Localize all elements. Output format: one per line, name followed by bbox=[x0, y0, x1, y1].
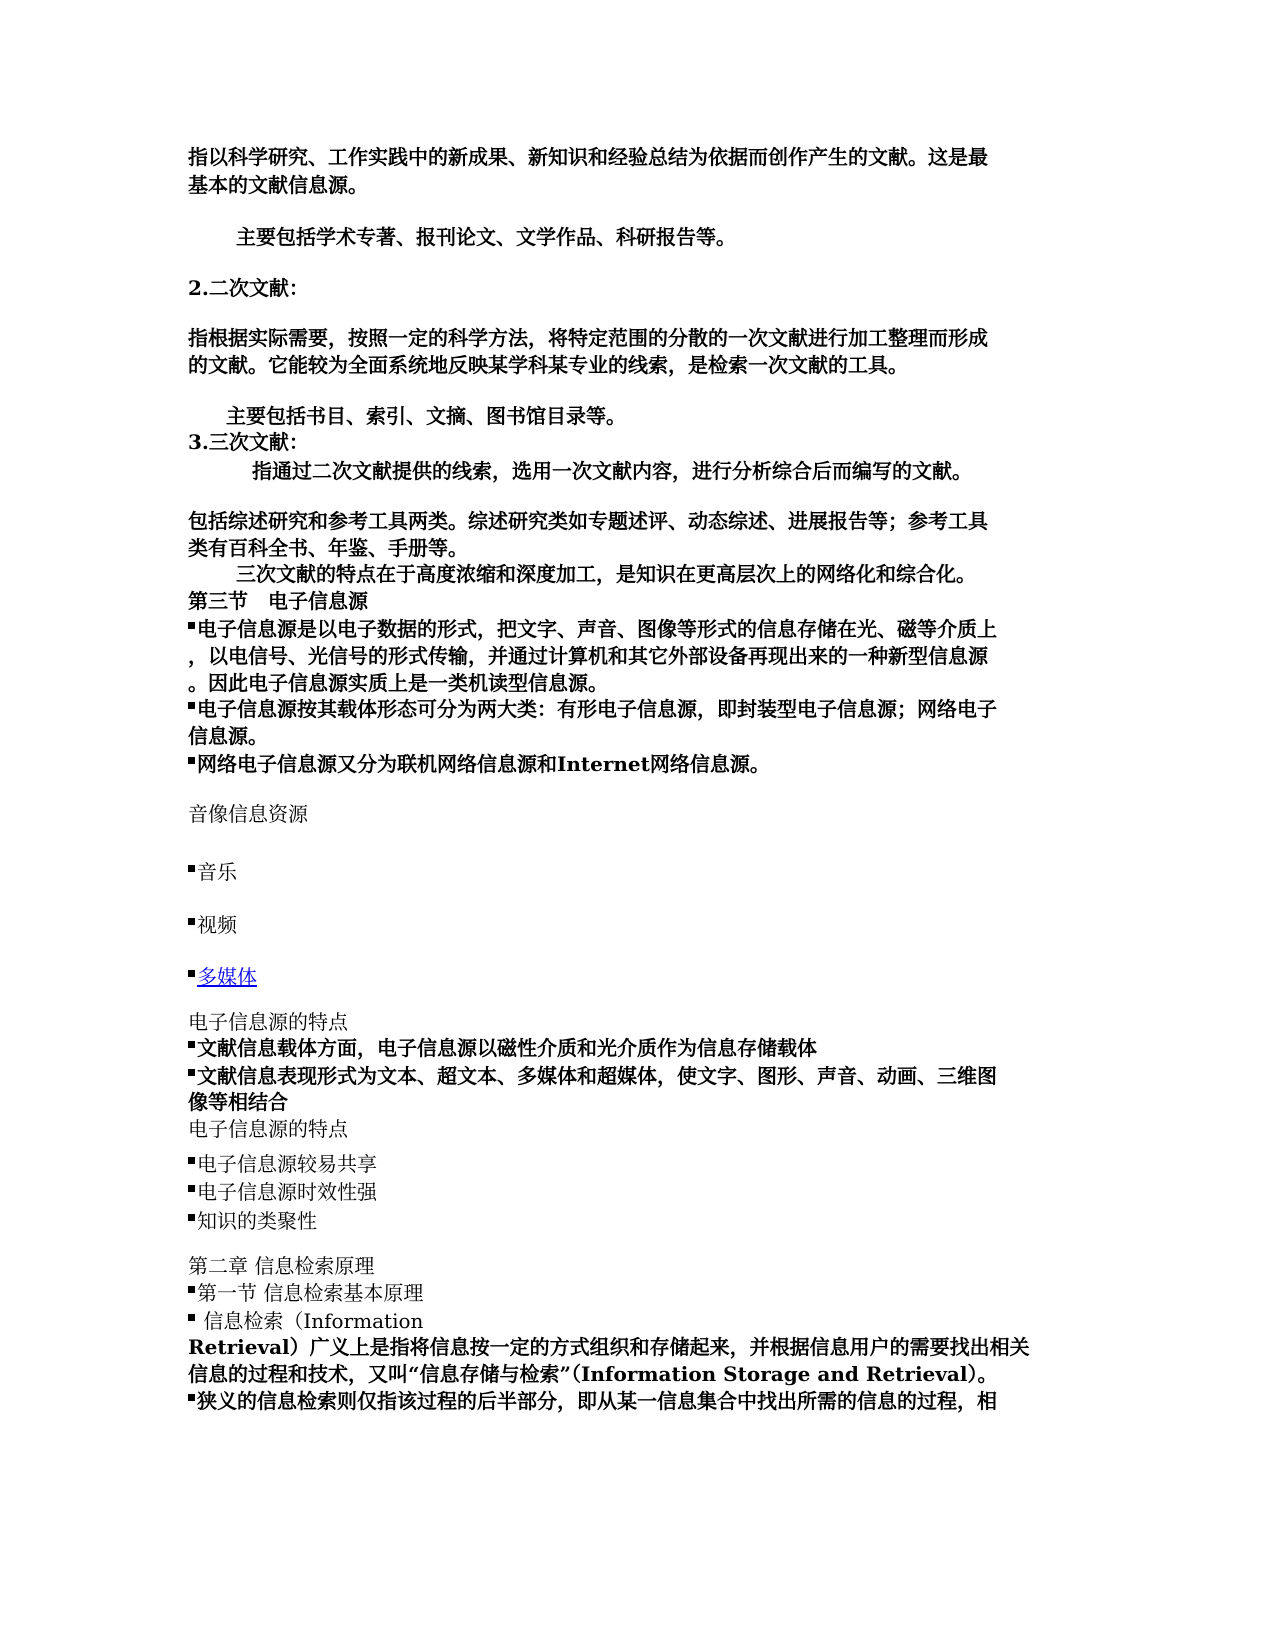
square-bullet-icon bbox=[188, 1041, 195, 1048]
square-bullet-icon bbox=[188, 1157, 195, 1164]
paragraph-line: 类有百科全书、年鉴、手册等。 bbox=[188, 536, 468, 560]
paragraph-line: 指通过二次文献提供的线索，选用一次文献内容，进行分析综合后而编写的文献。 bbox=[252, 459, 972, 483]
paragraph-line: 三次文献的特点在于高度浓缩和深度加工，是知识在更高层次上的网络化和综合化。 bbox=[236, 562, 976, 586]
bullet-text: 电子信息源较易共享 bbox=[197, 1152, 377, 1176]
square-bullet-icon bbox=[188, 1185, 195, 1192]
bullet-line bbox=[188, 964, 257, 990]
paragraph-line: 主要包括书目、索引、文摘、图书馆目录等。 bbox=[226, 404, 626, 428]
square-bullet-icon bbox=[188, 865, 195, 872]
square-bullet-icon bbox=[188, 1394, 195, 1401]
bullet-line bbox=[188, 696, 997, 722]
paragraph-line: 信息的过程和技术，又叫“信息存储与检索”（Information Storage and Retrieval）。 bbox=[188, 1362, 998, 1386]
square-bullet-icon bbox=[188, 1286, 195, 1293]
square-bullet-icon bbox=[188, 1214, 195, 1221]
bullet-line bbox=[188, 859, 237, 885]
bullet-line bbox=[188, 1388, 997, 1414]
paragraph-line: 主要包括学术专著、报刊论文、文学作品、科研报告等。 bbox=[236, 225, 736, 249]
bullet-line bbox=[188, 1208, 317, 1234]
bullet-line bbox=[188, 912, 237, 938]
bullet-text: 文献信息载体方面，电子信息源以磁性介质和光介质作为信息存储载体 bbox=[197, 1036, 817, 1060]
square-bullet-icon bbox=[188, 918, 195, 925]
bullet-text: 第一节 信息检索基本原理 bbox=[197, 1281, 424, 1305]
section-heading: 电子信息源的特点 bbox=[188, 1117, 348, 1141]
bullet-line bbox=[188, 1280, 423, 1306]
square-bullet-icon bbox=[188, 702, 195, 709]
square-bullet-icon bbox=[188, 1314, 195, 1321]
paragraph-line: 包括综述研究和参考工具两类。综述研究类如专题述评、动态综述、进展报告等；参考工具 bbox=[188, 509, 988, 533]
bullet-line bbox=[188, 1308, 423, 1334]
bullet-text: 知识的类聚性 bbox=[197, 1209, 317, 1233]
bullet-text: 电子信息源时效性强 bbox=[197, 1180, 377, 1204]
paragraph-line: 的文献。它能较为全面系统地反映某学科某专业的线索，是检索一次文献的工具。 bbox=[188, 353, 908, 377]
square-bullet-icon bbox=[188, 970, 195, 977]
paragraph-line: ，以电信号、光信号的形式传输，并通过计算机和其它外部设备再现出来的一种新型信息源 bbox=[188, 644, 988, 668]
paragraph-line: 。因此电子信息源实质上是一类机读型信息源。 bbox=[188, 671, 608, 695]
bullet-text: 狭义的信息检索则仅指该过程的后半部分，即从某一信息集合中找出所需的信息的过程，相 bbox=[197, 1389, 997, 1413]
bullet-text: 音乐 bbox=[197, 860, 237, 884]
section-heading: 2.二次文献： bbox=[188, 276, 309, 300]
square-bullet-icon bbox=[188, 1069, 195, 1076]
bullet-text: 视频 bbox=[197, 913, 237, 937]
chapter-heading: 第二章 信息检索原理 bbox=[188, 1254, 375, 1278]
square-bullet-icon bbox=[188, 757, 195, 764]
section-heading: 第三节 电子信息源 bbox=[188, 589, 368, 613]
bullet-line bbox=[188, 1179, 377, 1205]
bullet-line bbox=[188, 616, 997, 642]
bullet-text: 文献信息表现形式为文本、超文本、多媒体和超媒体，使文字、图形、声音、动画、三维图 bbox=[197, 1064, 997, 1088]
paragraph-line: 指根据实际需要，按照一定的科学方法，将特定范围的分散的一次文献进行加工整理而形成 bbox=[188, 326, 988, 350]
bullet-line bbox=[188, 1151, 377, 1177]
section-heading: 电子信息源的特点 bbox=[188, 1010, 348, 1034]
paragraph-line: Retrieval）广义上是指将信息按一定的方式组织和存储起来，并根据信息用户的需要找出相关 bbox=[188, 1335, 1030, 1359]
bullet-line bbox=[188, 1035, 817, 1061]
paragraph-line: 指以科学研究、工作实践中的新成果、新知识和经验总结为依据而创作产生的文献。这是最 bbox=[188, 145, 988, 169]
bullet-text: 信息检索（Information bbox=[197, 1309, 424, 1333]
bullet-text: 电子信息源是以电子数据的形式，把文字、声音、图像等形式的信息存储在光、磁等介质上 bbox=[197, 617, 997, 641]
section-heading: 音像信息资源 bbox=[188, 802, 308, 826]
multimedia-link[interactable]: 多媒体 bbox=[197, 965, 257, 989]
paragraph-line: 信息源。 bbox=[188, 724, 268, 748]
paragraph-line: 像等相结合 bbox=[188, 1090, 288, 1114]
bullet-text: 电子信息源按其载体形态可分为两大类：有形电子信息源，即封装型电子信息源；网络电子 bbox=[197, 697, 997, 721]
bullet-line bbox=[188, 1063, 997, 1089]
bullet-line bbox=[188, 751, 770, 777]
paragraph-line: 基本的文献信息源。 bbox=[188, 173, 368, 197]
bullet-text: 网络电子信息源又分为联机网络信息源和Internet网络信息源。 bbox=[197, 752, 770, 776]
section-heading: 3.三次文献： bbox=[188, 430, 309, 454]
square-bullet-icon bbox=[188, 622, 195, 629]
